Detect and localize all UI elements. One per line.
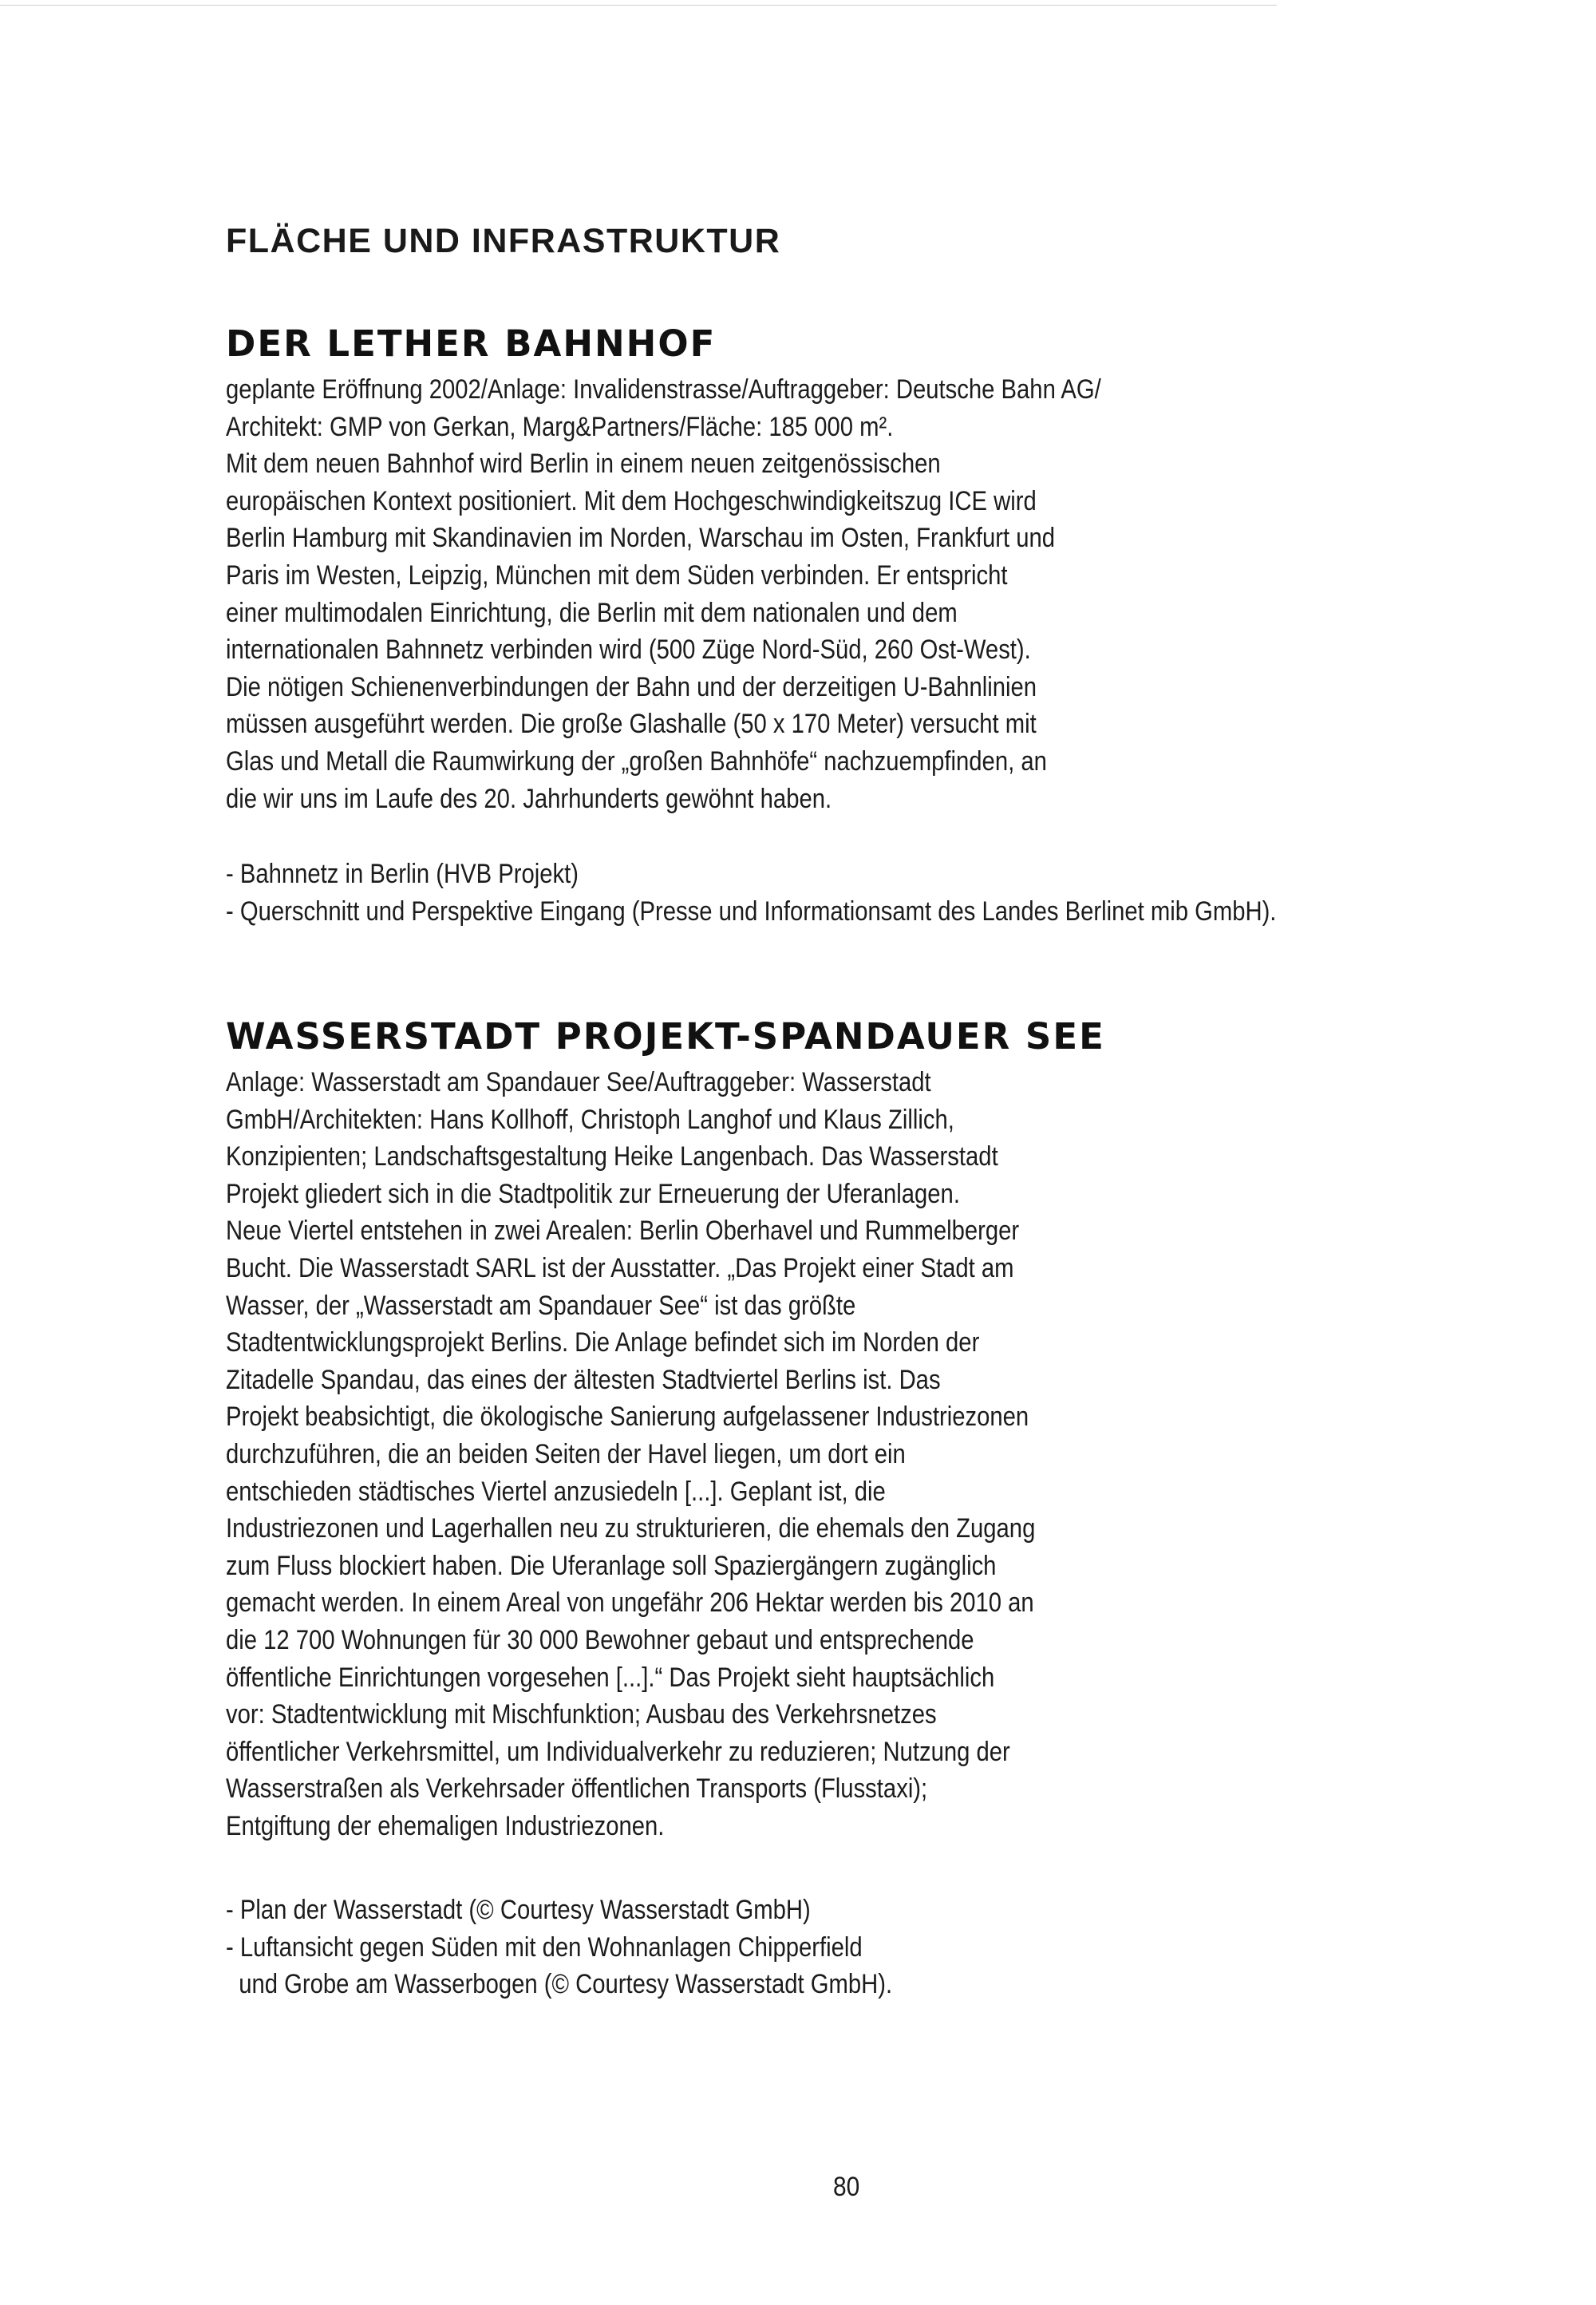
body-line: Wasser, der „Wasserstadt am Spandauer See“ ist das größte [226,1290,856,1321]
body-line: müssen ausgeführt werden. Die große Glashalle (50 x 170 Meter) versucht mit [226,709,1037,740]
article-captions-lehrter-bahnhof [226,856,1448,930]
body-line: die wir uns im Laufe des 20. Jahrhunderts gewöhnt haben. [226,783,832,814]
article-title-wasserstadt: WASSERSTADT PROJEKT-SPANDAUER SEE [226,1015,1105,1058]
body-line: Glas und Metall die Raumwirkung der „großen Bahnhöfe“ nachzuempfinden, an [226,745,1047,777]
caption-line: - Luftansicht gegen Süden mit den Wohnanlagen Chipperfield [226,1931,863,1963]
article-title-lehrter-bahnhof: DER LETHER BAHNHOF [226,322,717,365]
page-number: 80 [833,2172,860,2202]
body-line: einer multimodalen Einrichtung, die Berlin mit dem nationalen und dem [226,597,958,628]
body-line: Entgiftung der ehemaligen Industriezonen. [226,1810,665,1841]
scan-top-edge-line [0,5,1277,6]
article-body-wasserstadt [226,1064,1167,1844]
body-line: Mit dem neuen Bahnhof wird Berlin in einem neuen zeitgenössischen [226,449,941,480]
caption-line: - Bahnnetz in Berlin (HVB Projekt) [226,859,579,889]
body-line: GmbH/Architekten: Hans Kollhoff, Christoph Langhof und Klaus Zillich, [226,1104,954,1135]
body-line: Neue Viertel entstehen in zwei Arealen: Berlin Oberhavel und Rummelberger [226,1216,1020,1247]
body-line: zum Fluss blockiert haben. Die Uferanlage soll Spaziergängern zugänglich [226,1550,997,1581]
body-line: Berlin Hamburg mit Skandinavien im Norden, Warschau im Osten, Frankfurt und [226,523,1055,554]
body-line: Paris im Westen, Leipzig, München mit dem Süden verbinden. Er entspricht [226,559,1008,591]
body-line: vor: Stadtentwicklung mit Mischfunktion; Ausbau des Verkehrsnetzes [226,1699,937,1730]
body-line: Architekt: GMP von Gerkan, Marg&Partners/Fläche: 185 000 m². [226,411,894,442]
caption-line: und Grobe am Wasserbogen (© Courtesy Wasserstadt GmbH). [226,1969,893,2000]
caption-line: - Plan der Wasserstadt (© Courtesy Wasserstadt GmbH) [226,1895,811,1925]
body-line: Projekt gliedert sich in die Stadtpolitik zur Erneuerung der Uferanlagen. [226,1178,960,1209]
article-body-lehrter-bahnhof [226,371,1243,817]
body-line: entschieden städtisches Viertel anzusiedeln [...]. Geplant ist, die [226,1476,886,1507]
body-line: Zitadelle Spandau, das eines der ältesten Stadtviertel Berlins ist. Das [226,1364,941,1395]
article-captions-wasserstadt [226,1892,1001,2003]
body-line: Anlage: Wasserstadt am Spandauer See/Auftraggeber: Wasserstadt [226,1067,931,1097]
body-line: internationalen Bahnnetz verbinden wird (500 Züge Nord-Süd, 260 Ost-West). [226,635,1031,666]
body-line: öffentlicher Verkehrsmittel, um Individualverkehr zu reduzieren; Nutzung der [226,1736,1010,1767]
body-line: die 12 700 Wohnungen für 30 000 Bewohner gebaut und entsprechende [226,1624,974,1655]
body-line: gemacht werden. In einem Areal von ungefähr 206 Hektar werden bis 2010 an [226,1587,1034,1619]
body-line: Konzipienten; Landschaftsgestaltung Heike Langenbach. Das Wasserstadt [226,1141,998,1172]
body-line: Die nötigen Schienenverbindungen der Bahn und der derzeitigen U-Bahnlinien [226,671,1037,702]
body-line: Bucht. Die Wasserstadt SARL ist der Ausstatter. „Das Projekt einer Stadt am [226,1252,1014,1283]
body-line: Projekt beabsichtigt, die ökologische Sanierung aufgelassener Industriezonen [226,1402,1029,1433]
body-line: geplante Eröffnung 2002/Anlage: Invalidenstrasse/Auftraggeber: Deutsche Bahn AG/ [226,374,1101,405]
section-title: FLÄCHE UND INFRASTRUKTUR [226,222,781,260]
body-line: durchzuführen, die an beiden Seiten der Havel liegen, um dort ein [226,1438,906,1469]
body-line: europäischen Kontext positioniert. Mit dem Hochgeschwindigkeitszug ICE wird [226,485,1037,516]
body-line: Stadtentwicklungsprojekt Berlins. Die Anlage befindet sich im Norden der [226,1327,980,1358]
caption-line: - Querschnitt und Perspektive Eingang (Presse und Informationsamt des Landes Berlinet mib GmbH). [226,896,1277,927]
body-line: Wasserstraßen als Verkehrsader öffentlichen Transports (Flusstaxi); [226,1773,928,1805]
body-line: Industriezonen und Lagerhallen neu zu strukturieren, die ehemals den Zugang [226,1513,1036,1544]
body-line: öffentliche Einrichtungen vorgesehen [...].“ Das Projekt sieht hauptsächlich [226,1662,995,1693]
